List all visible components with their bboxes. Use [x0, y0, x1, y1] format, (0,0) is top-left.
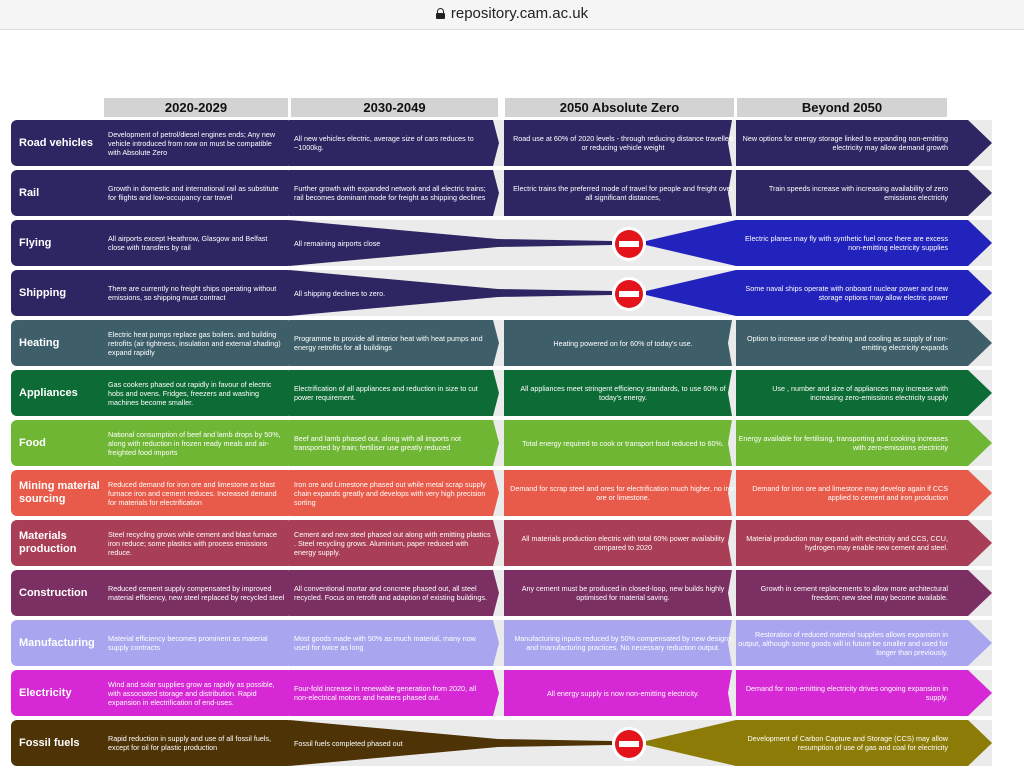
cell-2020-2029 [108, 420, 286, 466]
cell-2030-2049 [294, 320, 492, 366]
cell-2020-2029 [108, 320, 286, 366]
cell-text: Electric planes may fly with synthetic fuel once there are excess non-emitting electricity supplies [745, 234, 948, 252]
cell-2020-2029 [108, 470, 286, 516]
sector-label: Materials production [19, 530, 77, 555]
cell-2030-2049 [294, 120, 492, 166]
cell-2020-2029 [108, 220, 286, 266]
cell-2030-2049 [294, 370, 492, 416]
cell-text: Demand for scrap steel and ores for electrification much higher, no iron ore or limestone. [510, 484, 736, 502]
cell-text: Manufacturing inputs reduced by 50% compensated by new designs and manufacturing practices. No necessary reduction output. [514, 634, 732, 652]
no-entry-icon [612, 227, 646, 261]
no-entry-icon [612, 277, 646, 311]
cell-2020-2029 [108, 270, 286, 316]
row-construction [0, 570, 1024, 616]
cell-text: Use , number and size of appliances may increase with increasing zero-emissions electricity supply [772, 384, 948, 402]
sector-label: Heating [19, 336, 60, 349]
row-electricity [0, 670, 1024, 716]
sector-label: Electricity [19, 686, 72, 699]
sector-label: Mining material sourcing [19, 480, 100, 505]
column-header-2020-2029: 2020-2029 [104, 98, 288, 117]
cell-2050 [510, 420, 736, 466]
cell-text: New options for energy storage linked to expanding non-emitting electricity may allow demand growth [742, 134, 948, 152]
row-manufacturing [0, 620, 1024, 666]
cell-beyond-2050 [738, 320, 948, 366]
cell-text: All new vehicles electric, average size of cars reduces to ~1000kg. [294, 134, 474, 152]
cell-text: Electric heat pumps replace gas boilers. and building retrofits (air tightness, insulation and external shading) expand rapidly [108, 329, 281, 357]
cell-text: Material efficiency becomes prominent as material supply contracts [108, 634, 268, 652]
row-rail [0, 170, 1024, 216]
cell-2030-2049 [294, 470, 492, 516]
cell-text: Demand for non-emitting electricity drives ongoing expansion in supply. [745, 684, 948, 702]
cell-2050 [510, 520, 736, 566]
cell-text: Most goods made with 50% as much material, many now used for twice as long [294, 634, 476, 652]
cell-text: Some naval ships operate with onboard nuclear power and new storage options may allow electric power [745, 284, 948, 302]
sector-label: Fossil fuels [19, 736, 80, 749]
row-flying [0, 220, 1024, 266]
sector-label: Manufacturing [19, 636, 95, 649]
cell-text: Electrification of all appliances and reduction in size to cut power requirement. [294, 384, 478, 402]
cell-beyond-2050 [738, 420, 948, 466]
cell-text: All materials production electric with total 60% power availability compared to 2020 [521, 534, 725, 552]
cell-2030-2049 [294, 720, 492, 766]
cell-2020-2029 [108, 620, 286, 666]
cell-text: Option to increase use of heating and cooling as supply of non-emitting electricity expands [747, 334, 948, 352]
cell-beyond-2050 [738, 620, 948, 666]
row-materials-production [0, 520, 1024, 566]
row-appliances [0, 370, 1024, 416]
cell-text: Train speeds increase with increasing availability of zero emissions electricity [768, 184, 948, 202]
sector-label: Shipping [19, 286, 67, 299]
cell-2050 [510, 470, 736, 516]
cell-beyond-2050 [738, 670, 948, 716]
cell-text: Restoration of reduced material supplies allows expansion in output, although some goods will in future be smaller and used for longer than previously. [738, 629, 948, 657]
cell-beyond-2050 [738, 270, 948, 316]
cell-text: Cement and new steel phased out along with emitting plastics . Steel recycling grows. Aluminium, paper reduced with energy supply. [294, 529, 491, 557]
row-food [0, 420, 1024, 466]
cell-text: All conventional mortar and concrete phased out, all steel recycled. Focus on retrofit and adaption of existing buildings. [294, 584, 487, 602]
cell-text: Programme to provide all interior heat with heat pumps and energy retrofits for all buildings [294, 334, 483, 352]
cell-2050 [510, 370, 736, 416]
cell-2050 [510, 120, 736, 166]
row-shipping [0, 270, 1024, 316]
url-text: repository.cam.ac.uk [450, 5, 589, 22]
cell-2050 [510, 570, 736, 616]
column-header-2030-2049: 2030-2049 [291, 98, 498, 117]
cell-text: Reduced cement supply compensated by improved material efficiency, new steel replaced by recycled steel [108, 584, 285, 602]
cell-text: Further growth with expanded network and all electric trains; rail becomes dominant mode for freight as shipping declines [294, 184, 486, 202]
cell-2050 [510, 320, 736, 366]
sector-label: Appliances [19, 386, 78, 399]
cell-text: Development of petrol/diesel engines ends; Any new vehicle introduced from now on must be compatible with Absolute Zero [108, 129, 276, 157]
row-road-vehicles [0, 120, 1024, 166]
cell-text: Any cement must be produced in closed-loop, new builds highly optimised for material saving. [521, 584, 725, 602]
cell-text: Iron ore and Limestone phased out while metal scrap supply chain expands greatly and develops with very high precision sorting [294, 479, 486, 507]
cell-text: Electric trains the preferred mode of travel for people and freight over all significant distances, [513, 184, 733, 202]
cell-beyond-2050 [738, 570, 948, 616]
cell-2030-2049 [294, 570, 492, 616]
no-entry-icon [612, 727, 646, 761]
cell-2030-2049 [294, 520, 492, 566]
cell-2050 [510, 170, 736, 216]
cell-beyond-2050 [738, 120, 948, 166]
sector-label: Road vehicles [19, 136, 93, 149]
cell-2030-2049 [294, 670, 492, 716]
cell-text: Growth in cement replacements to allow more architectural freedom; new steel may become available. [760, 584, 948, 602]
cell-beyond-2050 [738, 370, 948, 416]
sector-label: Rail [19, 186, 40, 199]
cell-beyond-2050 [738, 720, 948, 766]
column-header-beyond-2050: Beyond 2050 [737, 98, 947, 117]
row-heating [0, 320, 1024, 366]
cell-text: Development of Carbon Capture and Storage (CCS) may allow resumption of use of gas and coal for electricity [747, 734, 948, 752]
cell-2050 [510, 670, 736, 716]
cell-text: Material production may expand with electricity and CCS, CCU, hydrogen may enable new cement and steel. [746, 534, 948, 552]
cell-text: Road use at 60% of 2020 levels - through reducing distance travelled or reducing vehicle weight [513, 134, 733, 152]
cell-text: Growth in domestic and international rail as substitute for flights and low-occupancy car travel [108, 184, 279, 202]
cell-text: Heating powered on for 60% of today's use. [553, 338, 693, 348]
cell-2030-2049 [294, 170, 492, 216]
row-fossil-fuels [0, 720, 1024, 766]
cell-2050 [510, 620, 736, 666]
cell-text: Steel recycling grows while cement and blast furnace iron reduce; some plastics with process emissions reduce. [108, 529, 277, 557]
row-mining-material-sourcing [0, 470, 1024, 516]
cell-text: Demand for iron ore and limestone may develop again if CCS applied to cement and iron production [752, 484, 948, 502]
sector-label: Construction [19, 586, 88, 599]
cell-text: All airports except Heathrow, Glasgow and Belfast close with transfers by rail [108, 234, 268, 252]
cell-2030-2049 [294, 270, 492, 316]
cell-text: Beef and lamb phased out, along with all imports not transported by train; fertiliser use greatly reduced [294, 434, 462, 452]
cell-text: National consumption of beef and lamb drops by 50%, along with reduction in frozen ready meals and air-freighted food imports [108, 429, 281, 457]
cell-2020-2029 [108, 520, 286, 566]
cell-beyond-2050 [738, 220, 948, 266]
cell-2030-2049 [294, 220, 492, 266]
cell-text: All appliances meet stringent efficiency standards, to use 60% of today's energy. [520, 384, 726, 402]
cell-text: Wind and solar supplies grow as rapidly as possible, with associated storage and distribution. Rapid expansion in electrification of end-uses. [108, 679, 275, 707]
cell-2020-2029 [108, 370, 286, 416]
sector-label: Food [19, 436, 46, 449]
cell-text: Gas cookers phased out rapidly in favour of electric hobs and ovens. Fridges, freezers and washing machines become smaller. [108, 379, 272, 407]
cell-text: All shipping declines to zero. [294, 288, 386, 298]
column-header-2050-absolute-zero: 2050 Absolute Zero [505, 98, 734, 117]
cell-2020-2029 [108, 670, 286, 716]
cell-text: Energy available for fertilising, transporting and cooking increases with zero-emissions electricity [738, 434, 948, 452]
cell-text: Rapid reduction in supply and use of all fossil fuels, except for oil for plastic production [108, 734, 272, 752]
cell-2030-2049 [294, 420, 492, 466]
cell-beyond-2050 [738, 170, 948, 216]
cell-text: Total energy required to cook or transport food reduced to 60%. [522, 438, 724, 448]
cell-2020-2029 [108, 120, 286, 166]
sector-label: Flying [19, 236, 52, 249]
cell-2020-2029 [108, 720, 286, 766]
cell-text: All energy supply is now non-emitting electricity. [546, 688, 700, 698]
cell-text: All remaining airports close [294, 238, 381, 248]
cell-text: There are currently no freight ships operating without emissions, so shipping must contract [108, 284, 277, 302]
cell-2020-2029 [108, 570, 286, 616]
cell-beyond-2050 [738, 520, 948, 566]
cell-text: Four-fold increase in renewable generation from 2020, all non-electrical motors and heaters phased out. [294, 684, 477, 702]
cell-text: Reduced demand for iron ore and limestone as blast furnace iron and cement reduces. Increased demand for materials for electrification [108, 479, 277, 507]
cell-text: Fossil fuels completed phased out [294, 738, 403, 748]
cell-beyond-2050 [738, 470, 948, 516]
cell-2030-2049 [294, 620, 492, 666]
cell-2020-2029 [108, 170, 286, 216]
